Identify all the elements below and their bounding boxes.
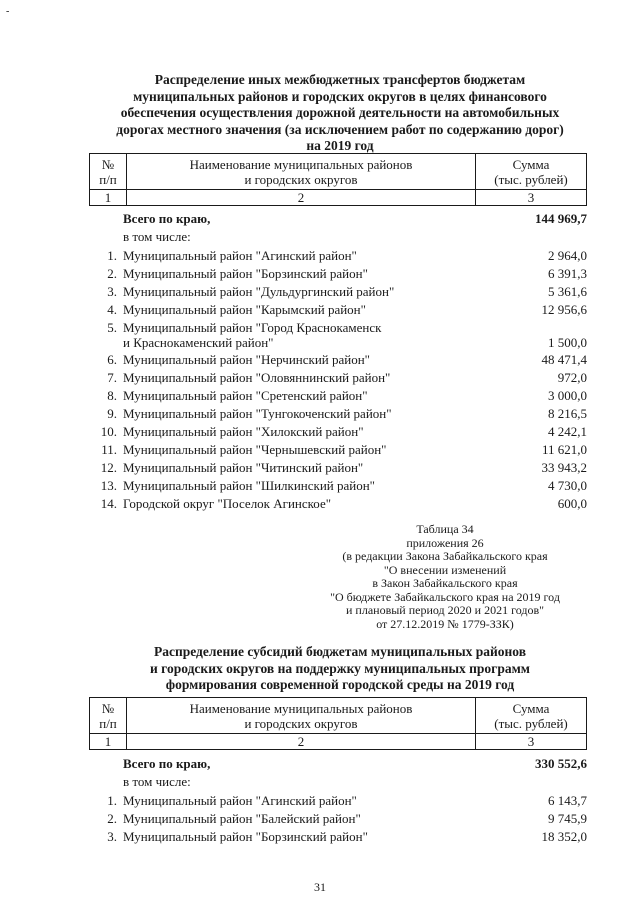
row-name: Муниципальный район "Дульдургинский район"	[123, 284, 395, 299]
row-name: Муниципальный район "Карымский район"	[123, 302, 366, 317]
row-value: 9 745,9	[548, 811, 587, 826]
table-row	[95, 793, 587, 811]
note-line: (в редакции Закона Забайкальского края	[342, 549, 548, 563]
row-name: Городской округ "Поселок Агинское"	[123, 496, 332, 511]
total-label: Всего по краю,	[123, 756, 211, 771]
row-number: 14.	[100, 496, 117, 511]
note-line: Таблица 34	[416, 522, 474, 536]
section2-total-row	[95, 756, 587, 774]
note-line: "О бюджете Забайкальского края на 2019 год	[330, 589, 560, 604]
subtitle-text: в том числе:	[123, 774, 191, 789]
header-text: Наименование муниципальных районов	[189, 156, 413, 172]
table-row	[95, 496, 587, 514]
row-value: 48 471,4	[541, 352, 587, 367]
header-text: Сумма	[512, 700, 550, 716]
subtitle-text: в том числе:	[123, 229, 191, 244]
section2-table-header	[89, 697, 587, 750]
note-line: приложения 26	[406, 535, 484, 550]
page-mark: -	[6, 6, 10, 17]
header-num-2: 2	[127, 190, 476, 206]
row-value: 6 143,7	[548, 793, 587, 808]
total-value: 330 552,6	[535, 756, 587, 771]
row-number: 9.	[107, 406, 117, 421]
header-col-sum	[476, 154, 587, 190]
section1-table-header	[89, 153, 587, 206]
row-value: 8 216,5	[548, 406, 587, 421]
note-line: "О внесении изменений	[383, 562, 507, 577]
row-number: 12.	[100, 460, 117, 475]
total-value: 144 969,7	[535, 211, 587, 226]
row-number: 1.	[107, 793, 117, 808]
row-value: 11 621,0	[541, 442, 587, 457]
section1-title-line: на 2019 год	[306, 138, 374, 153]
section1-title-line: Распределение иных межбюджетных трансфертов бюджетам	[154, 72, 526, 87]
row-name: Муниципальный район "Агинский район"	[123, 248, 357, 263]
row-name-line: Муниципальный район "Город Краснокаменск	[123, 320, 382, 335]
row-name: Муниципальный район "Борзинский район"	[123, 829, 368, 844]
header-num-1: 1	[90, 190, 127, 206]
row-value: 6 391,3	[548, 266, 587, 281]
row-name: Муниципальный район "Сретенский район"	[123, 388, 368, 403]
header-col-sum	[476, 698, 587, 734]
table-row	[95, 388, 587, 406]
header-col-number	[90, 698, 127, 734]
section2-subtitle	[95, 774, 587, 792]
row-name: Муниципальный район "Хилокский район"	[123, 424, 364, 439]
row-number: 7.	[107, 370, 117, 385]
row-value: 3 000,0	[548, 388, 587, 403]
header-text: №	[101, 156, 115, 172]
section1-title	[95, 72, 585, 155]
page-number: 31	[314, 880, 326, 894]
appendix-note	[300, 523, 590, 631]
note-line: в Закон Забайкальского края	[372, 576, 518, 590]
row-name: Муниципальный район "Тунгокоченский район"	[123, 406, 392, 421]
row-value: 12 956,6	[541, 302, 587, 317]
header-text: и городских округов	[244, 715, 358, 731]
row-number: 2.	[107, 811, 117, 826]
header-num-1: 1	[90, 734, 127, 750]
row-number: 4.	[107, 302, 117, 317]
table-row	[95, 370, 587, 388]
row-name: Муниципальный район "Чернышевский район"	[123, 442, 387, 457]
row-name: Муниципальный район "Оловяннинский район"	[123, 370, 391, 385]
table-row	[95, 248, 587, 266]
section2-title-line: и городских округов на поддержку муниципальных программ	[150, 660, 530, 676]
row-name: Муниципальный район "Борзинский район"	[123, 266, 368, 281]
row-number: 5.	[107, 320, 117, 335]
table-row	[95, 320, 587, 354]
row-value: 600,0	[557, 496, 587, 511]
table-row	[95, 442, 587, 460]
section1-title-line: муниципальных районов и городских округов в целях финансового	[133, 88, 547, 104]
table-row	[95, 424, 587, 442]
row-value: 33 943,2	[541, 460, 587, 475]
table-row	[95, 284, 587, 302]
header-text: п/п	[99, 715, 117, 731]
header-text: №	[101, 700, 115, 716]
section1-title-line: дорогах местного значения (за исключением работ по содержанию дорог)	[116, 121, 564, 137]
table-row	[95, 352, 587, 370]
header-text: (тыс. рублей)	[494, 171, 568, 187]
header-col-name	[127, 698, 476, 734]
row-value: 1 500,0	[548, 335, 587, 350]
row-number: 8.	[107, 388, 117, 403]
header-text: п/п	[99, 171, 117, 187]
header-text: Наименование муниципальных районов	[189, 700, 413, 716]
row-value: 4 242,1	[548, 424, 587, 439]
table-row	[95, 266, 587, 284]
section1-title-line: обеспечения осуществления дорожной деятельности на автомобильных	[120, 105, 560, 120]
section1-subtitle	[95, 229, 587, 247]
row-name: Муниципальный район "Шилкинский район"	[123, 478, 375, 493]
row-number: 3.	[107, 829, 117, 844]
header-col-name	[127, 154, 476, 190]
total-label: Всего по краю,	[123, 211, 211, 226]
table-row	[95, 811, 587, 829]
section1-total-row	[95, 211, 587, 229]
row-number: 10.	[100, 424, 117, 439]
row-number: 3.	[107, 284, 117, 299]
section2-title-line: формирования современной городской среды на 2019 год	[165, 677, 515, 692]
row-name: Муниципальный район "Нерчинский район"	[123, 352, 370, 367]
section2-title	[95, 644, 585, 694]
row-value: 18 352,0	[541, 829, 587, 844]
header-col-number	[90, 154, 127, 190]
section2-title-line: Распределение субсидий бюджетам муниципальных районов	[153, 644, 527, 659]
table-row	[95, 460, 587, 478]
row-name: Муниципальный район "Агинский район"	[123, 793, 357, 808]
note-line: и плановый период 2020 и 2021 годов"	[345, 603, 545, 617]
row-value: 4 730,0	[548, 478, 587, 493]
row-name	[123, 320, 513, 350]
row-number: 1.	[107, 248, 117, 263]
table-row	[95, 406, 587, 424]
row-number: 2.	[107, 266, 117, 281]
row-number: 6.	[107, 352, 117, 367]
row-number: 11.	[101, 442, 117, 457]
header-num-3: 3	[476, 190, 587, 206]
row-value: 5 361,6	[548, 284, 587, 299]
row-value: 972,0	[557, 370, 587, 385]
row-name-line: и Краснокаменский район"	[123, 335, 274, 350]
row-name: Муниципальный район "Балейский район"	[123, 811, 361, 826]
note-line: от 27.12.2019 № 1779-ЗЗК)	[376, 616, 514, 631]
table-row	[95, 478, 587, 496]
header-num-2: 2	[127, 734, 476, 750]
row-number: 13.	[100, 478, 117, 493]
header-text: и городских округов	[244, 171, 358, 187]
row-name: Муниципальный район "Читинский район"	[123, 460, 364, 475]
table-row	[95, 829, 587, 847]
header-text: Сумма	[512, 156, 550, 172]
table-row	[95, 302, 587, 320]
row-value: 2 964,0	[548, 248, 587, 263]
header-num-3: 3	[476, 734, 587, 750]
header-text: (тыс. рублей)	[494, 715, 568, 731]
